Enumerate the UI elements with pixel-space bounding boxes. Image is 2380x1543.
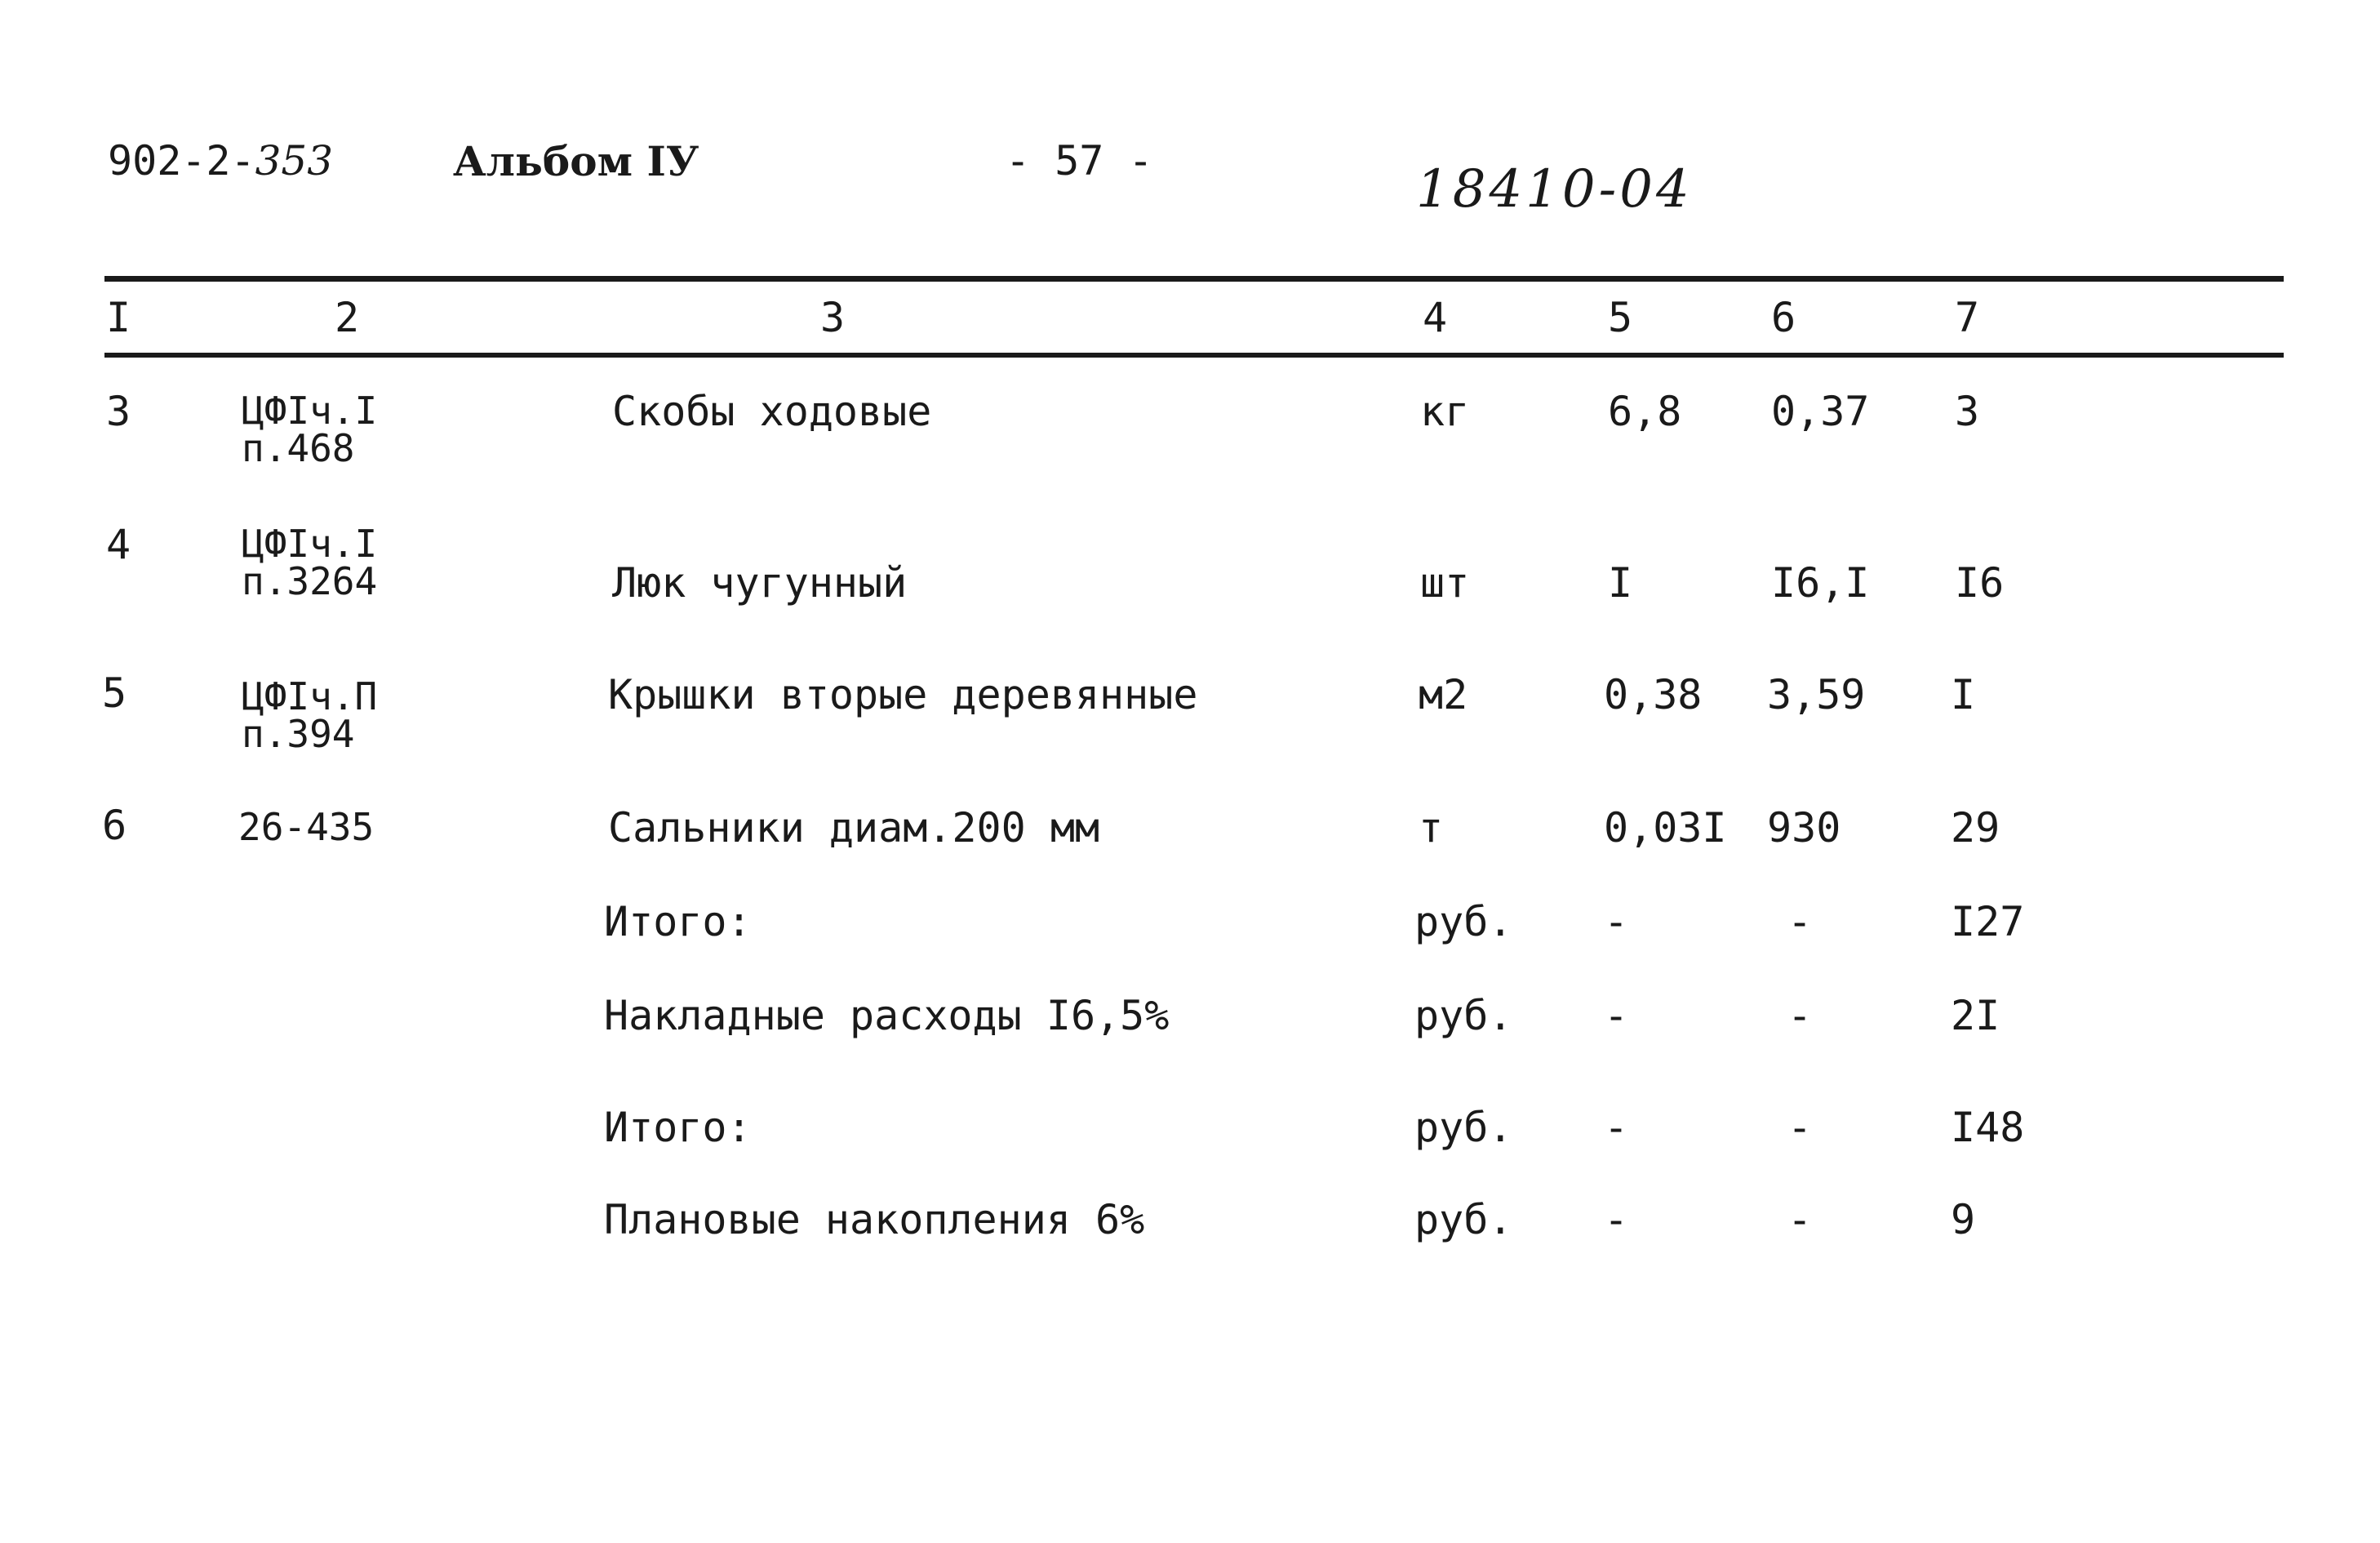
summary-price: - <box>1787 1104 1813 1151</box>
summary-total: 9 <box>1951 1196 1976 1243</box>
column-number-2: 2 <box>335 294 360 341</box>
unit: шт <box>1420 559 1470 607</box>
summary-quantity: - <box>1604 992 1629 1039</box>
column-number-1: I <box>106 294 131 341</box>
summary-price: - <box>1787 898 1813 945</box>
unit-price: 0,37 <box>1771 388 1870 435</box>
code-line2: п.468 <box>242 426 355 470</box>
summary-total: I27 <box>1951 898 2025 945</box>
column-number-4: 4 <box>1423 294 1448 341</box>
quantity: 6,8 <box>1608 388 1682 435</box>
column-number-5: 5 <box>1608 294 1633 341</box>
quantity: 0,38 <box>1604 671 1703 718</box>
item-name: Скобы ходовые <box>612 388 932 435</box>
summary-total: I48 <box>1951 1104 2025 1151</box>
total-cost: 3 <box>1955 388 1980 435</box>
summary-quantity: - <box>1604 1104 1629 1151</box>
item-name: Сальники диам.200 мм <box>608 804 1100 852</box>
unit-price: I6,I <box>1771 559 1870 607</box>
summary-total: 2I <box>1951 992 2000 1039</box>
quantity: 0,03I <box>1604 804 1727 852</box>
page-number: - 57 - <box>1006 137 1153 185</box>
unit: т <box>1419 804 1444 852</box>
row-number: 6 <box>102 802 127 849</box>
document-number-printed: 902-2- <box>108 137 255 185</box>
row-number: 5 <box>102 669 127 717</box>
summary-quantity: - <box>1604 1196 1629 1243</box>
summary-unit: руб. <box>1414 1196 1513 1243</box>
summary-label: Накладные расходы I6,5% <box>604 992 1170 1039</box>
column-number-6: 6 <box>1771 294 1796 341</box>
unit-price: 3,59 <box>1767 671 1866 718</box>
summary-unit: руб. <box>1414 1104 1513 1151</box>
column-number-3: 3 <box>820 294 846 341</box>
summary-unit: руб. <box>1414 992 1513 1039</box>
table-top-rule <box>104 276 2284 282</box>
total-cost: I <box>1951 671 1976 718</box>
header-bottom-rule <box>104 353 2284 358</box>
summary-label: Итого: <box>604 1104 752 1151</box>
summary-label: Плановые накопления 6% <box>604 1196 1145 1243</box>
row-number: 4 <box>106 521 131 568</box>
code-line1: 26-435 <box>238 805 375 849</box>
unit: кг <box>1420 388 1470 435</box>
summary-quantity: - <box>1604 898 1629 945</box>
row-number: 3 <box>106 388 131 435</box>
unit: м2 <box>1419 671 1468 718</box>
summary-unit: руб. <box>1414 898 1513 945</box>
document-number <box>108 137 333 185</box>
total-cost: I6 <box>1955 559 2005 607</box>
item-name: Люк чугунный <box>612 559 908 607</box>
total-cost: 29 <box>1951 804 2000 852</box>
album-label: Альбом IУ <box>453 137 699 185</box>
summary-price: - <box>1787 1196 1813 1243</box>
item-name: Крышки вторые деревянные <box>608 671 1198 718</box>
summary-price: - <box>1787 992 1813 1039</box>
quantity: I <box>1608 559 1633 607</box>
code-line1: ЦФIч.I <box>242 522 378 566</box>
code-line2: п.3264 <box>242 559 378 603</box>
code-line1: ЦФIч.П <box>242 674 378 718</box>
handwritten-code: 18410-04 <box>1416 159 1693 220</box>
summary-label: Итого: <box>604 898 752 945</box>
code-line2: п.394 <box>242 712 355 756</box>
unit-price: 930 <box>1767 804 1841 852</box>
document-number-handwritten: 353 <box>255 137 334 185</box>
column-number-7: 7 <box>1955 294 1980 341</box>
code-line1: ЦФIч.I <box>242 389 378 433</box>
